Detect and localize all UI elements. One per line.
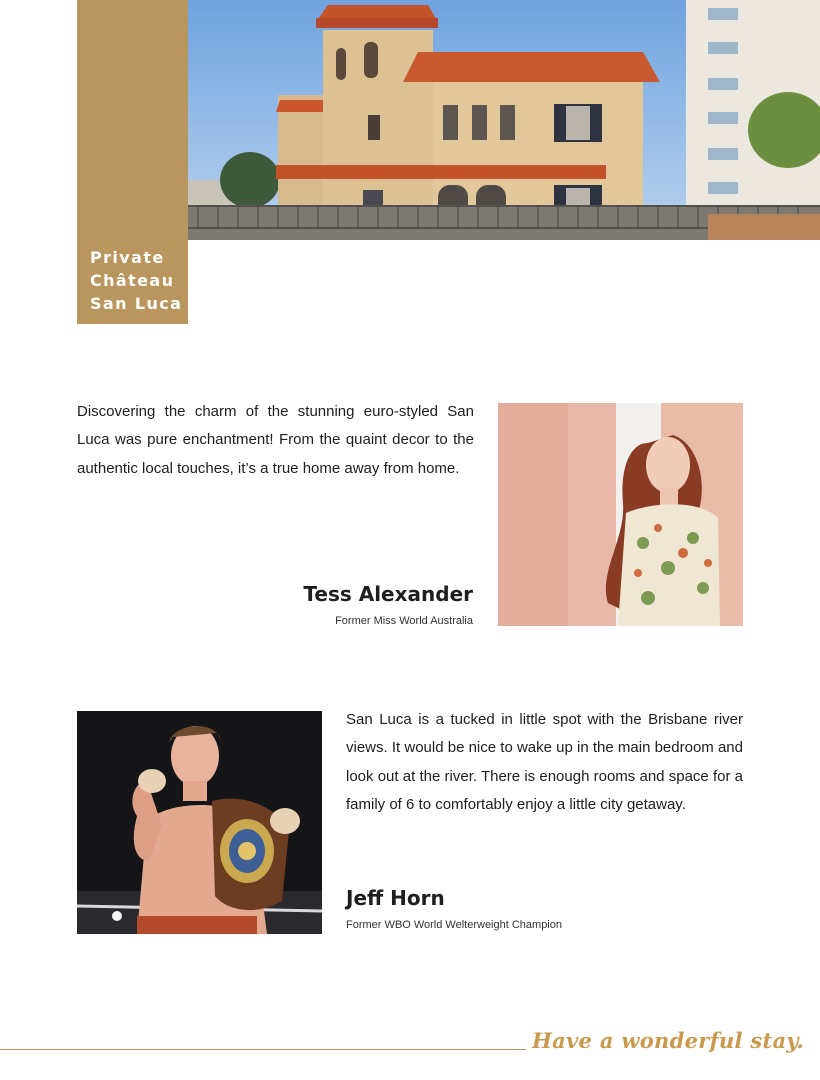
hero-photo-chateau: [188, 0, 820, 240]
title-line-2: Château: [90, 271, 175, 290]
title-line-3: San Luca: [90, 294, 183, 313]
testimonial-1-name: Tess Alexander: [303, 582, 473, 606]
footer-divider: [0, 1049, 526, 1050]
title-tab: [77, 0, 188, 324]
testimonial-2-name: Jeff Horn: [346, 886, 445, 910]
testimonial-2-quote: San Luca is a tucked in little spot with the Brisbane river views. It would be nice to wake up in the main bedroom and look out at the river. There is enough rooms and space for a family of 6 to comfortably enjoy a little city getaway.: [346, 711, 743, 813]
signoff-script: Have a wonderful stay.: [532, 1028, 805, 1053]
testimonial-1-photo: [498, 403, 743, 626]
property-title: [90, 246, 186, 315]
testimonial-1-quote: Discovering the charm of the stunning euro-styled San Luca was pure enchantment! From the quaint decor to the authentic local touches, it’s a true home away from home.: [77, 403, 474, 477]
testimonial-1-role: Former Miss World Australia: [335, 615, 473, 627]
title-line-1: Private: [90, 248, 165, 267]
testimonial-2-photo: [77, 711, 322, 934]
testimonial-2-role: Former WBO World Welterweight Champion: [346, 919, 562, 931]
